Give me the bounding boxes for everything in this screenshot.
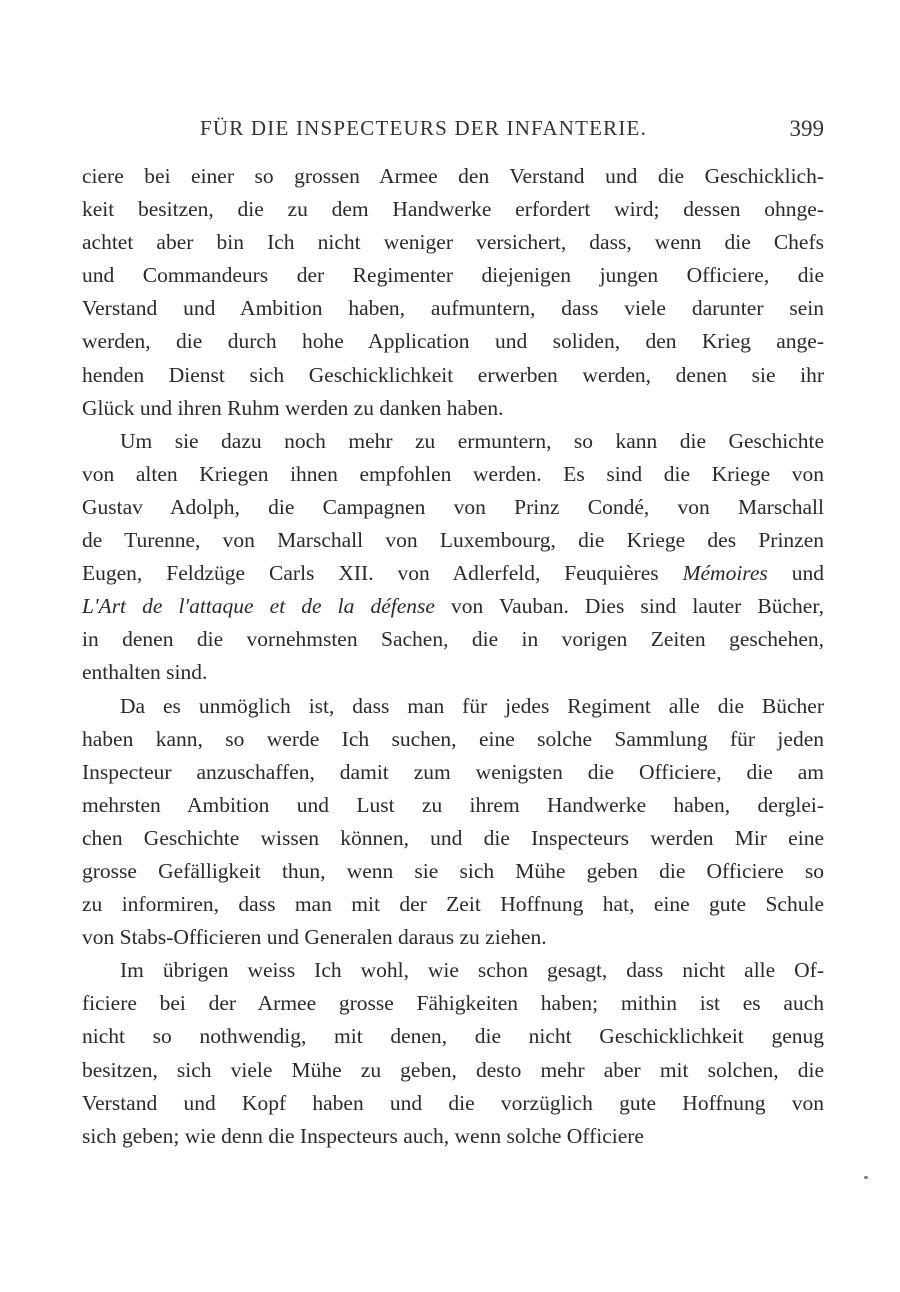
body-text [82, 160, 824, 1153]
text-line: Um sie dazu noch mehr zu ermuntern, so kann die Geschichte [120, 428, 824, 453]
text-line: achtet aber bin Ich nicht weniger versichert, dass, wenn die Chefs [82, 230, 824, 255]
text-line: von Stabs-Officieren und Generalen daraus zu ziehen. [82, 925, 547, 950]
text-line: mehrsten Ambition und Lust zu ihrem Handwerke haben, derglei- [82, 792, 824, 817]
text-line: keit besitzen, die zu dem Handwerke erfordert wird; dessen ohnge- [82, 197, 824, 222]
text-line: haben kann, so werde Ich suchen, eine solche Sammlung für jeden [82, 726, 824, 751]
paragraph [82, 690, 824, 955]
text-line: enthalten sind. [82, 660, 208, 685]
header-title: FÜR DIE INSPECTEURS DER INFANTERIE. [200, 116, 648, 140]
text-line: Eugen, Feldzüge Carls XII. von Adlerfeld, Feuquières Mémoires und [82, 561, 824, 586]
text-line: werden, die durch hohe Application und soliden, den Krieg ange- [82, 329, 824, 354]
print-speck [864, 1176, 868, 1179]
text-line: Im übrigen weiss Ich wohl, wie schon gesagt, dass nicht alle Of- [120, 958, 824, 983]
text-line: Da es unmöglich ist, dass man für jedes Regiment alle die Bücher [120, 693, 824, 718]
text-line: sich geben; wie denn die Inspecteurs auch, wenn solche Officiere [82, 1123, 644, 1148]
text-line: besitzen, sich viele Mühe zu geben, desto mehr aber mit solchen, die [82, 1057, 824, 1082]
running-head [82, 116, 824, 146]
text-line: Inspecteur anzuschaffen, damit zum wenigsten die Officiere, die am [82, 759, 824, 784]
page-number: 399 [789, 116, 824, 141]
text-line: von alten Kriegen ihnen empfohlen werden. Es sind die Kriege von [82, 461, 824, 486]
paragraph [82, 954, 824, 1153]
text-line: L'Art de l'attaque et de la défense von Vauban. Dies sind lauter Bücher, [82, 594, 824, 619]
text-line: henden Dienst sich Geschicklichkeit erwerben werden, denen sie ihr [82, 362, 824, 387]
paragraph [82, 160, 824, 425]
text-line: ficiere bei der Armee grosse Fähigkeiten haben; mithin ist es auch [82, 991, 824, 1016]
text-line: grosse Gefälligkeit thun, wenn sie sich Mühe geben die Officiere so [82, 858, 824, 883]
text-line: de Turenne, von Marschall von Luxembourg, die Kriege des Prinzen [82, 528, 824, 553]
text-line: zu informiren, dass man mit der Zeit Hoffnung hat, eine gute Schule [82, 892, 824, 917]
text-line: und Commandeurs der Regimenter diejenigen jungen Officiere, die [82, 263, 824, 288]
text-line: Verstand und Ambition haben, aufmuntern, dass viele darunter sein [82, 296, 824, 321]
text-line: nicht so nothwendig, mit denen, die nicht Geschicklichkeit genug [82, 1024, 824, 1049]
paragraph [82, 425, 824, 690]
text-line: Verstand und Kopf haben und die vorzüglich gute Hoffnung von [82, 1090, 824, 1115]
text-line: in denen die vornehmsten Sachen, die in vorigen Zeiten geschehen, [82, 627, 824, 652]
text-line: Glück und ihren Ruhm werden zu danken haben. [82, 395, 504, 420]
text-line: Gustav Adolph, die Campagnen von Prinz Condé, von Marschall [82, 494, 824, 519]
text-line: chen Geschichte wissen können, und die Inspecteurs werden Mir eine [82, 825, 824, 850]
text-line: ciere bei einer so grossen Armee den Verstand und die Geschicklich- [82, 164, 824, 188]
